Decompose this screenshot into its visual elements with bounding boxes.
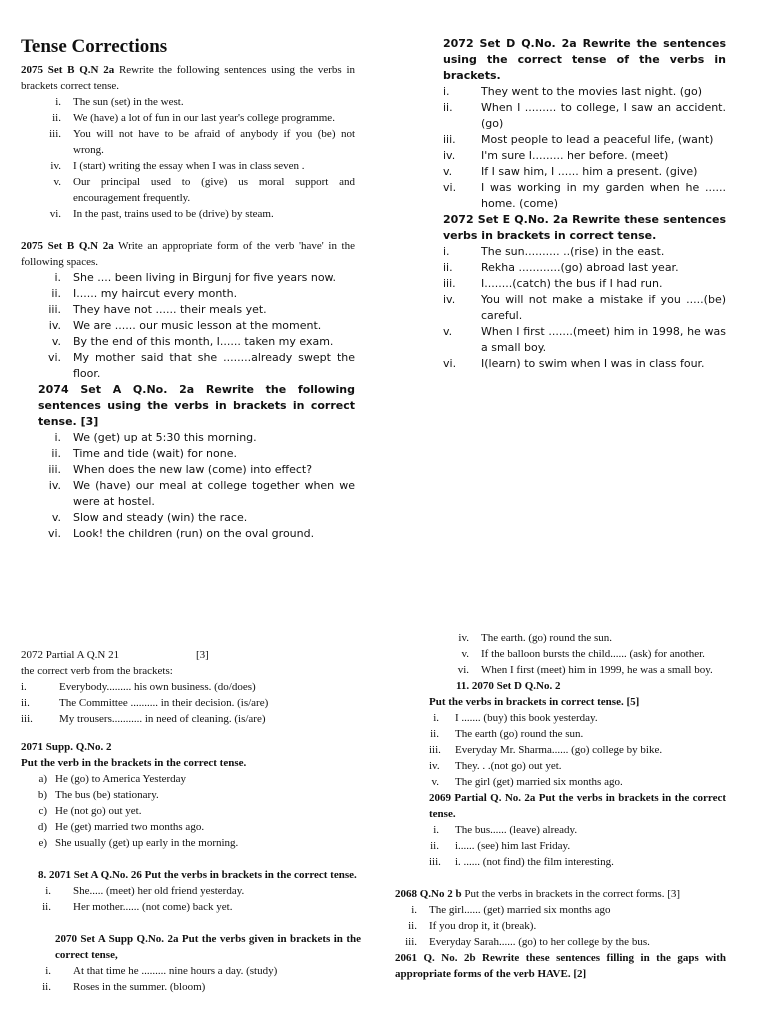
section-2069-partial: [395, 790, 726, 870]
item-text: The bus (be) stationary.: [55, 789, 159, 801]
item-text: The earth (go) round the sun.: [455, 728, 584, 740]
item-number: i.: [433, 824, 439, 836]
section-2072-partial: [21, 647, 361, 727]
item-text: My mother said that she ........already swept the floor.: [73, 351, 355, 380]
list-item: [21, 334, 355, 350]
section-subheading: Put the verbs in brackets in correct tense. [5]: [429, 696, 640, 708]
item-text: You will not make a mistake if you .....(be) careful.: [481, 293, 726, 322]
item-text: I(learn) to swim when I was in class four.: [481, 357, 705, 370]
section-heading: [21, 238, 355, 270]
list-item: [21, 158, 355, 174]
section-heading: 2069 Partial Q. No. 2a Put the verbs in brackets in the correct tense.: [429, 792, 726, 820]
section-heading: 2071 Supp. Q.No. 2: [21, 741, 112, 753]
list-item: [395, 918, 726, 934]
item-number: vi.: [443, 357, 457, 370]
list-item: [21, 302, 355, 318]
item-text: If I saw him, I ...... him a present. (give): [481, 165, 698, 178]
item-number: b): [37, 789, 47, 801]
right-bottom-column: [395, 630, 726, 982]
item-number: i.: [45, 965, 51, 977]
item-number: iii.: [429, 856, 441, 868]
section-2074-set-a: [21, 382, 355, 542]
list-item: [443, 100, 726, 132]
question-list: [395, 822, 726, 870]
list-item: [21, 174, 355, 206]
item-text: I........(catch) the bus if I had run.: [481, 277, 663, 290]
item-number: vi.: [47, 351, 61, 364]
list-item: [21, 819, 361, 835]
item-number: ii.: [52, 112, 61, 124]
item-text: You will not have to be afraid of anybody if you (be) not wrong.: [73, 128, 355, 156]
item-text: Most people to lead a peaceful life, (want): [481, 133, 714, 146]
item-text: I (start) writing the essay when I was in class seven .: [73, 160, 305, 172]
list-item: [21, 110, 355, 126]
item-text: She .... been living in Birgunj for five years now.: [73, 271, 337, 284]
item-number: iii.: [443, 133, 456, 146]
section-heading: 2072 Set E Q.No. 2a Rewrite these sentences verbs in brackets in correct tense.: [443, 213, 726, 242]
item-text: When I first (meet) him in 1999, he was a small boy.: [481, 664, 713, 676]
list-item: [443, 292, 726, 324]
question-list: [21, 771, 361, 851]
right-top-column: [443, 36, 726, 372]
item-number: ii.: [443, 261, 453, 274]
list-item: [429, 774, 726, 790]
item-text: She..... (meet) her old friend yesterday.: [73, 885, 245, 897]
item-number: iii.: [443, 277, 456, 290]
list-item: [21, 803, 361, 819]
list-item: [21, 679, 361, 695]
item-number: iii.: [429, 744, 441, 756]
section-heading: [21, 647, 361, 663]
item-text: They. . .(not go) out yet.: [455, 760, 562, 772]
item-text: He (not go) out yet.: [55, 805, 142, 817]
list-item: [21, 430, 355, 446]
list-item: [443, 148, 726, 164]
list-item: [21, 318, 355, 334]
list-item: [21, 286, 355, 302]
item-number: iii.: [21, 713, 33, 725]
item-text: They went to the movies last night. (go): [481, 85, 703, 98]
list-item: [443, 260, 726, 276]
list-item: [21, 270, 355, 286]
item-text: He (get) married two months ago.: [55, 821, 205, 833]
item-text: The sun.......... ..(rise) in the east.: [481, 245, 665, 258]
item-text: When I ......... to college, I saw an accident. (go): [481, 101, 726, 130]
section-subheading: the correct verb from the brackets:: [21, 665, 173, 677]
section-2072-set-d: [443, 36, 726, 212]
section-heading-rest: Write an appropriate form of the verb 'have' in the following spaces.: [21, 240, 356, 268]
item-text: Everyday Sarah...... (go) to her college by the bus.: [429, 936, 650, 948]
list-item: [21, 979, 361, 995]
section-heading-lead: 2075 Set B Q.N 2a: [21, 64, 115, 76]
list-item: [443, 276, 726, 292]
question-list: [395, 902, 726, 950]
item-text: Roses in the summer. (bloom): [73, 981, 206, 993]
item-number: e): [38, 837, 47, 849]
section-heading: 2061 Q. No. 2b Rewrite these sentences filling in the gaps with appropriate forms of the verb HAVE. [2]: [395, 952, 726, 980]
item-text: The girl (get) married six months ago.: [455, 776, 623, 788]
item-text: We are ...... our music lesson at the moment.: [73, 319, 322, 332]
list-item: [429, 726, 726, 742]
left-bottom-column: [21, 647, 361, 995]
item-number: iv.: [443, 293, 456, 306]
list-item: [429, 822, 726, 838]
item-text: Everyday Mr. Sharma...... (go) college by bike.: [455, 744, 663, 756]
section-2070-set-d: [395, 678, 726, 790]
item-number: iii.: [48, 303, 61, 316]
list-item: [429, 758, 726, 774]
list-item: [21, 883, 361, 899]
page-title: Tense Corrections: [21, 36, 168, 57]
item-text: The sun (set) in the west.: [73, 96, 184, 108]
item-number: ii.: [430, 840, 439, 852]
item-number: vi.: [49, 208, 61, 220]
item-number: ii.: [430, 728, 439, 740]
marks-label: [3]: [196, 649, 209, 661]
list-item: [21, 478, 355, 510]
item-number: i.: [433, 712, 439, 724]
item-number: iv.: [50, 160, 61, 172]
item-text: At that time he ......... nine hours a day. (study): [73, 965, 278, 977]
section-heading: 2072 Set D Q.No. 2a Rewrite the sentences using the correct tense of the verbs in brackets.: [443, 37, 726, 82]
item-text: The earth. (go) round the sun.: [481, 632, 613, 644]
item-number: iv.: [429, 760, 440, 772]
section-heading-text: 2072 Partial A Q.N 21: [21, 649, 120, 661]
section-heading-rest: Rewrite the following sentences using the verbs in brackets correct tense.: [21, 64, 355, 92]
item-number: v.: [51, 511, 61, 524]
list-item: [21, 510, 355, 526]
list-item: [395, 934, 726, 950]
section-heading-lead: 2068 Q.No 2 b: [395, 888, 462, 900]
question-list: [21, 430, 355, 542]
item-number: vi.: [443, 181, 457, 194]
list-item: [395, 902, 726, 918]
section-2075-set-b-rewrite: [21, 62, 355, 222]
item-text: We (have) a lot of fun in our last year's college programme.: [73, 112, 335, 124]
list-item: [443, 84, 726, 100]
section-2071-set-a: [21, 867, 361, 915]
list-item: [443, 324, 726, 356]
list-item: [443, 244, 726, 260]
item-number: iv.: [48, 319, 61, 332]
item-text: My trousers........... in need of cleaning. (is/are): [59, 713, 266, 725]
item-number: vi.: [47, 527, 61, 540]
list-item: [21, 462, 355, 478]
section-2072-set-e: [443, 212, 726, 372]
item-text: When I first .......(meet) him in 1998, he was a small boy.: [481, 325, 726, 354]
section-heading: [395, 886, 726, 902]
item-number: iii.: [48, 463, 61, 476]
section-heading: 8. 2071 Set A Q.No. 26 Put the verbs in brackets in the correct tense.: [38, 869, 357, 881]
item-number: iv.: [48, 479, 61, 492]
item-text: By the end of this month, I...... taken my exam.: [73, 335, 334, 348]
item-number: i.: [443, 85, 450, 98]
section-2075-set-b-have: [21, 238, 355, 382]
item-text: i...... (see) him last Friday.: [455, 840, 571, 852]
left-top-column: [21, 36, 355, 542]
item-number: i.: [45, 885, 51, 897]
item-text: Rekha ............(go) abroad last year.: [481, 261, 679, 274]
item-text: I ....... (buy) this book yesterday.: [455, 712, 598, 724]
item-text: I was working in my garden when he ...... home. (come): [481, 181, 726, 210]
item-number: ii.: [42, 901, 51, 913]
list-item: [21, 206, 355, 222]
list-item: [429, 838, 726, 854]
list-item: [429, 742, 726, 758]
item-number: iv.: [458, 632, 469, 644]
item-number: v.: [443, 165, 453, 178]
item-text: Time and tide (wait) for none.: [73, 447, 237, 460]
item-number: ii.: [443, 101, 453, 114]
item-number: ii.: [51, 447, 61, 460]
item-number: vi.: [457, 664, 469, 676]
list-item: [443, 132, 726, 148]
item-number: i.: [55, 96, 61, 108]
list-item: [21, 787, 361, 803]
item-number: iii.: [49, 128, 61, 140]
item-number: v.: [431, 776, 439, 788]
item-text: If you drop it, it (break).: [429, 920, 537, 932]
item-text: Her mother...... (not come) back yet.: [73, 901, 233, 913]
section-heading-lead: 2075 Set B Q.N 2a: [21, 240, 114, 252]
item-text: The girl...... (get) married six months ago: [429, 904, 611, 916]
item-text: Everybody......... his own business. (do/does): [59, 681, 256, 693]
list-item: [21, 771, 361, 787]
item-text: i. ...... (not find) the film interesting.: [455, 856, 614, 868]
section-heading: [21, 62, 355, 94]
item-text: The Committee .......... in their decision. (is/are): [59, 697, 269, 709]
item-number: v.: [461, 648, 469, 660]
item-number: v.: [53, 176, 61, 188]
item-number: c): [38, 805, 47, 817]
list-item: [21, 963, 361, 979]
item-text: I'm sure I......... her before. (meet): [481, 149, 669, 162]
question-list: [21, 963, 361, 995]
list-item: [21, 835, 361, 851]
item-number: v.: [443, 325, 453, 338]
item-text: He (go) to America Yesterday: [55, 773, 187, 785]
item-number: ii.: [21, 697, 30, 709]
question-list: [443, 244, 726, 372]
item-text: We (have) our meal at college together when we were at hostel.: [73, 479, 355, 508]
item-number: a): [38, 773, 47, 785]
item-number: d): [37, 821, 47, 833]
item-text: I...... my haircut every month.: [73, 287, 238, 300]
list-item: [21, 350, 355, 382]
list-item: [21, 695, 361, 711]
item-text: They have not ...... their meals yet.: [73, 303, 267, 316]
item-text: We (get) up at 5:30 this morning.: [73, 431, 257, 444]
item-text: Slow and steady (win) the race.: [73, 511, 248, 524]
item-number: ii.: [408, 920, 417, 932]
list-item: [21, 526, 355, 542]
item-number: i.: [411, 904, 417, 916]
continued-question-list: [395, 630, 726, 678]
list-item: [21, 711, 361, 727]
item-number: ii.: [42, 981, 51, 993]
list-item: [429, 662, 726, 678]
question-list: [21, 94, 355, 222]
section-2068: [395, 886, 726, 950]
section-2070-set-a-supp: [21, 931, 361, 995]
section-2071-supp: [21, 739, 361, 851]
list-item: [21, 899, 361, 915]
question-list: [21, 679, 361, 727]
section-heading-rest: Put the verbs in brackets in the correct forms. [3]: [461, 888, 681, 900]
item-text: When does the new law (come) into effect?: [73, 463, 313, 476]
item-number: i.: [54, 271, 61, 284]
list-item: [429, 710, 726, 726]
item-number: i.: [443, 245, 450, 258]
list-item: [21, 446, 355, 462]
item-number: v.: [51, 335, 61, 348]
section-heading: 2070 Set A Supp Q.No. 2a Put the verbs given in brackets in the correct tense,: [55, 933, 361, 961]
question-list: [443, 84, 726, 212]
question-list: [21, 883, 361, 915]
item-number: i.: [54, 431, 61, 444]
list-item: [443, 356, 726, 372]
list-item: [429, 630, 726, 646]
list-item: [21, 94, 355, 110]
item-text: She usually (get) up early in the morning.: [55, 837, 239, 849]
list-item: [443, 180, 726, 212]
section-heading: 11. 2070 Set D Q.No. 2: [456, 680, 561, 692]
item-text: Look! the children (run) on the oval ground.: [73, 527, 315, 540]
list-item: [443, 164, 726, 180]
section-heading: 2074 Set A Q.No. 2a Rewrite the following sentences using the verbs in brackets in correct tense. [3]: [38, 383, 355, 428]
list-item: [21, 126, 355, 158]
section-2061: [395, 950, 726, 982]
item-text: In the past, trains used to be (drive) by steam.: [73, 208, 274, 220]
item-text: The bus...... (leave) already.: [455, 824, 578, 836]
item-number: iii.: [405, 936, 417, 948]
item-text: Our principal used to (give) us moral support and encouragement frequently.: [73, 176, 355, 204]
item-number: iv.: [443, 149, 456, 162]
list-item: [429, 646, 726, 662]
section-subheading: Put the verb in the brackets in the correct tense.: [21, 757, 247, 769]
item-number: ii.: [51, 287, 61, 300]
item-text: If the balloon bursts the child...... (ask) for another.: [481, 648, 705, 660]
item-number: i.: [21, 681, 27, 693]
question-list: [21, 270, 355, 382]
list-item: [429, 854, 726, 870]
question-list: [395, 710, 726, 790]
